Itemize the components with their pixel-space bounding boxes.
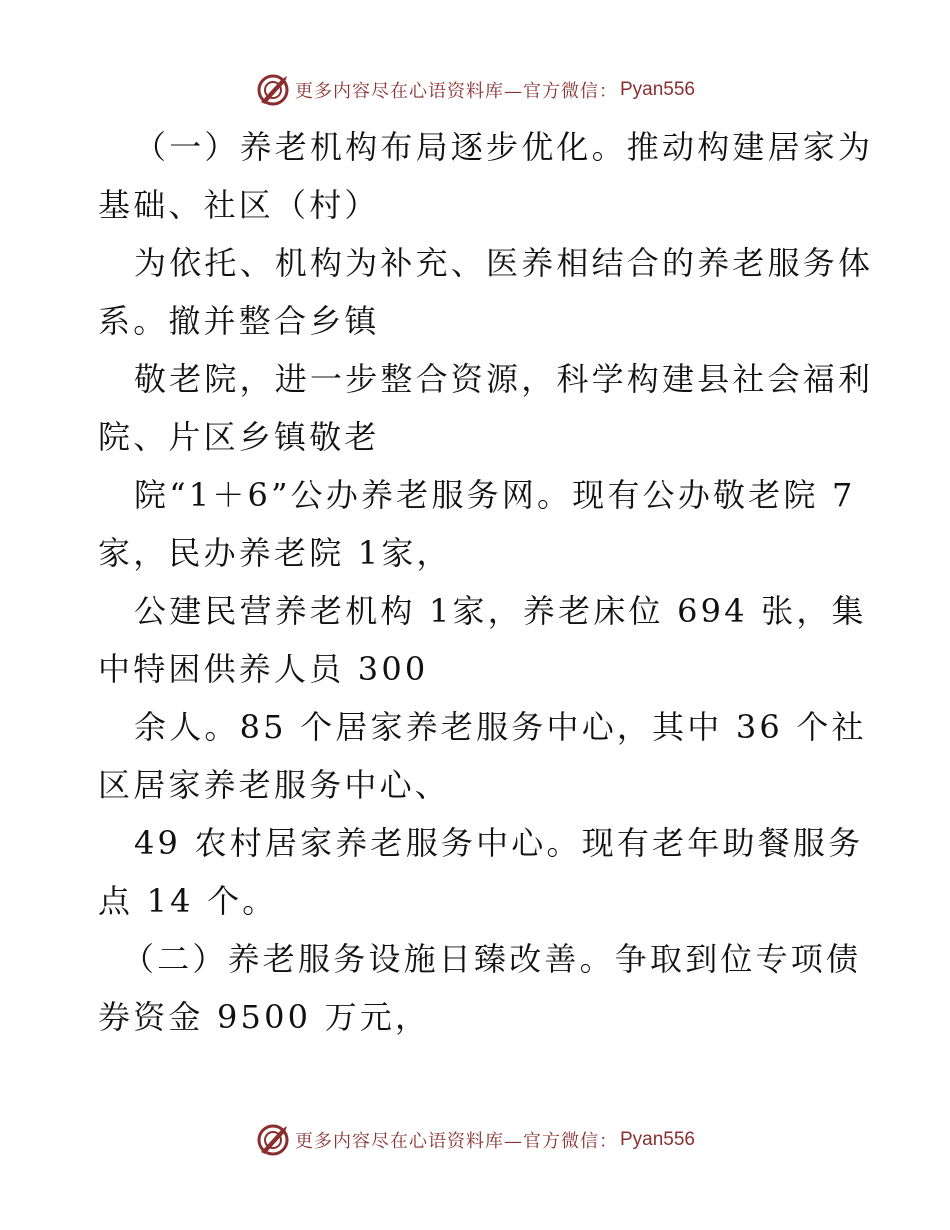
text-line: 余人。85 个居家养老服务中心，其中 36 个社: [134, 708, 867, 746]
footer-watermark: [0, 1120, 950, 1160]
watermark-text: 更多内容尽在心语资料库—官方微信：: [294, 81, 618, 102]
text-line: 点 14 个。: [98, 882, 278, 920]
wechat-id: Pyan556: [619, 1129, 695, 1150]
text-line: 49 农村居家养老服务中心。现有老年助餐服务: [134, 824, 864, 862]
text-line: （二）养老服务设施日臻改善。争取到位专项债: [122, 940, 862, 978]
pen-logo-icon: [255, 1122, 291, 1158]
text-line: 公建民营养老机构 1家，养老床位 694 张，集: [134, 592, 867, 630]
watermark-text: 更多内容尽在心语资料库—官方微信：: [294, 1131, 618, 1152]
text-line: 院“1＋6”公办养老服务网。现有公办敬老院 7: [134, 476, 856, 514]
text-line: 敬老院，进一步整合资源，科学构建县社会福利: [134, 360, 874, 398]
text-line: 券资金 9500 万元，: [98, 998, 431, 1036]
text-line: 为依托、机构为补充、医养相结合的养老服务体: [134, 244, 874, 282]
text-line: 家，民办养老院 1家，: [98, 534, 452, 572]
text-line: 院、片区乡镇敬老: [98, 418, 380, 456]
text-line: （一）养老机构布局逐步优化。推动构建居家为: [134, 128, 874, 166]
wechat-id: Pyan556: [619, 79, 695, 100]
text-line: 基础、社区（村）: [98, 186, 380, 224]
document-body: [98, 118, 874, 1046]
header-watermark: [0, 70, 950, 110]
pen-logo-icon: [255, 72, 291, 108]
text-line: 系。撤并整合乡镇: [98, 302, 380, 340]
text-line: 区居家养老服务中心、: [98, 766, 451, 804]
text-line: 中特困供养人员 300: [98, 650, 429, 688]
